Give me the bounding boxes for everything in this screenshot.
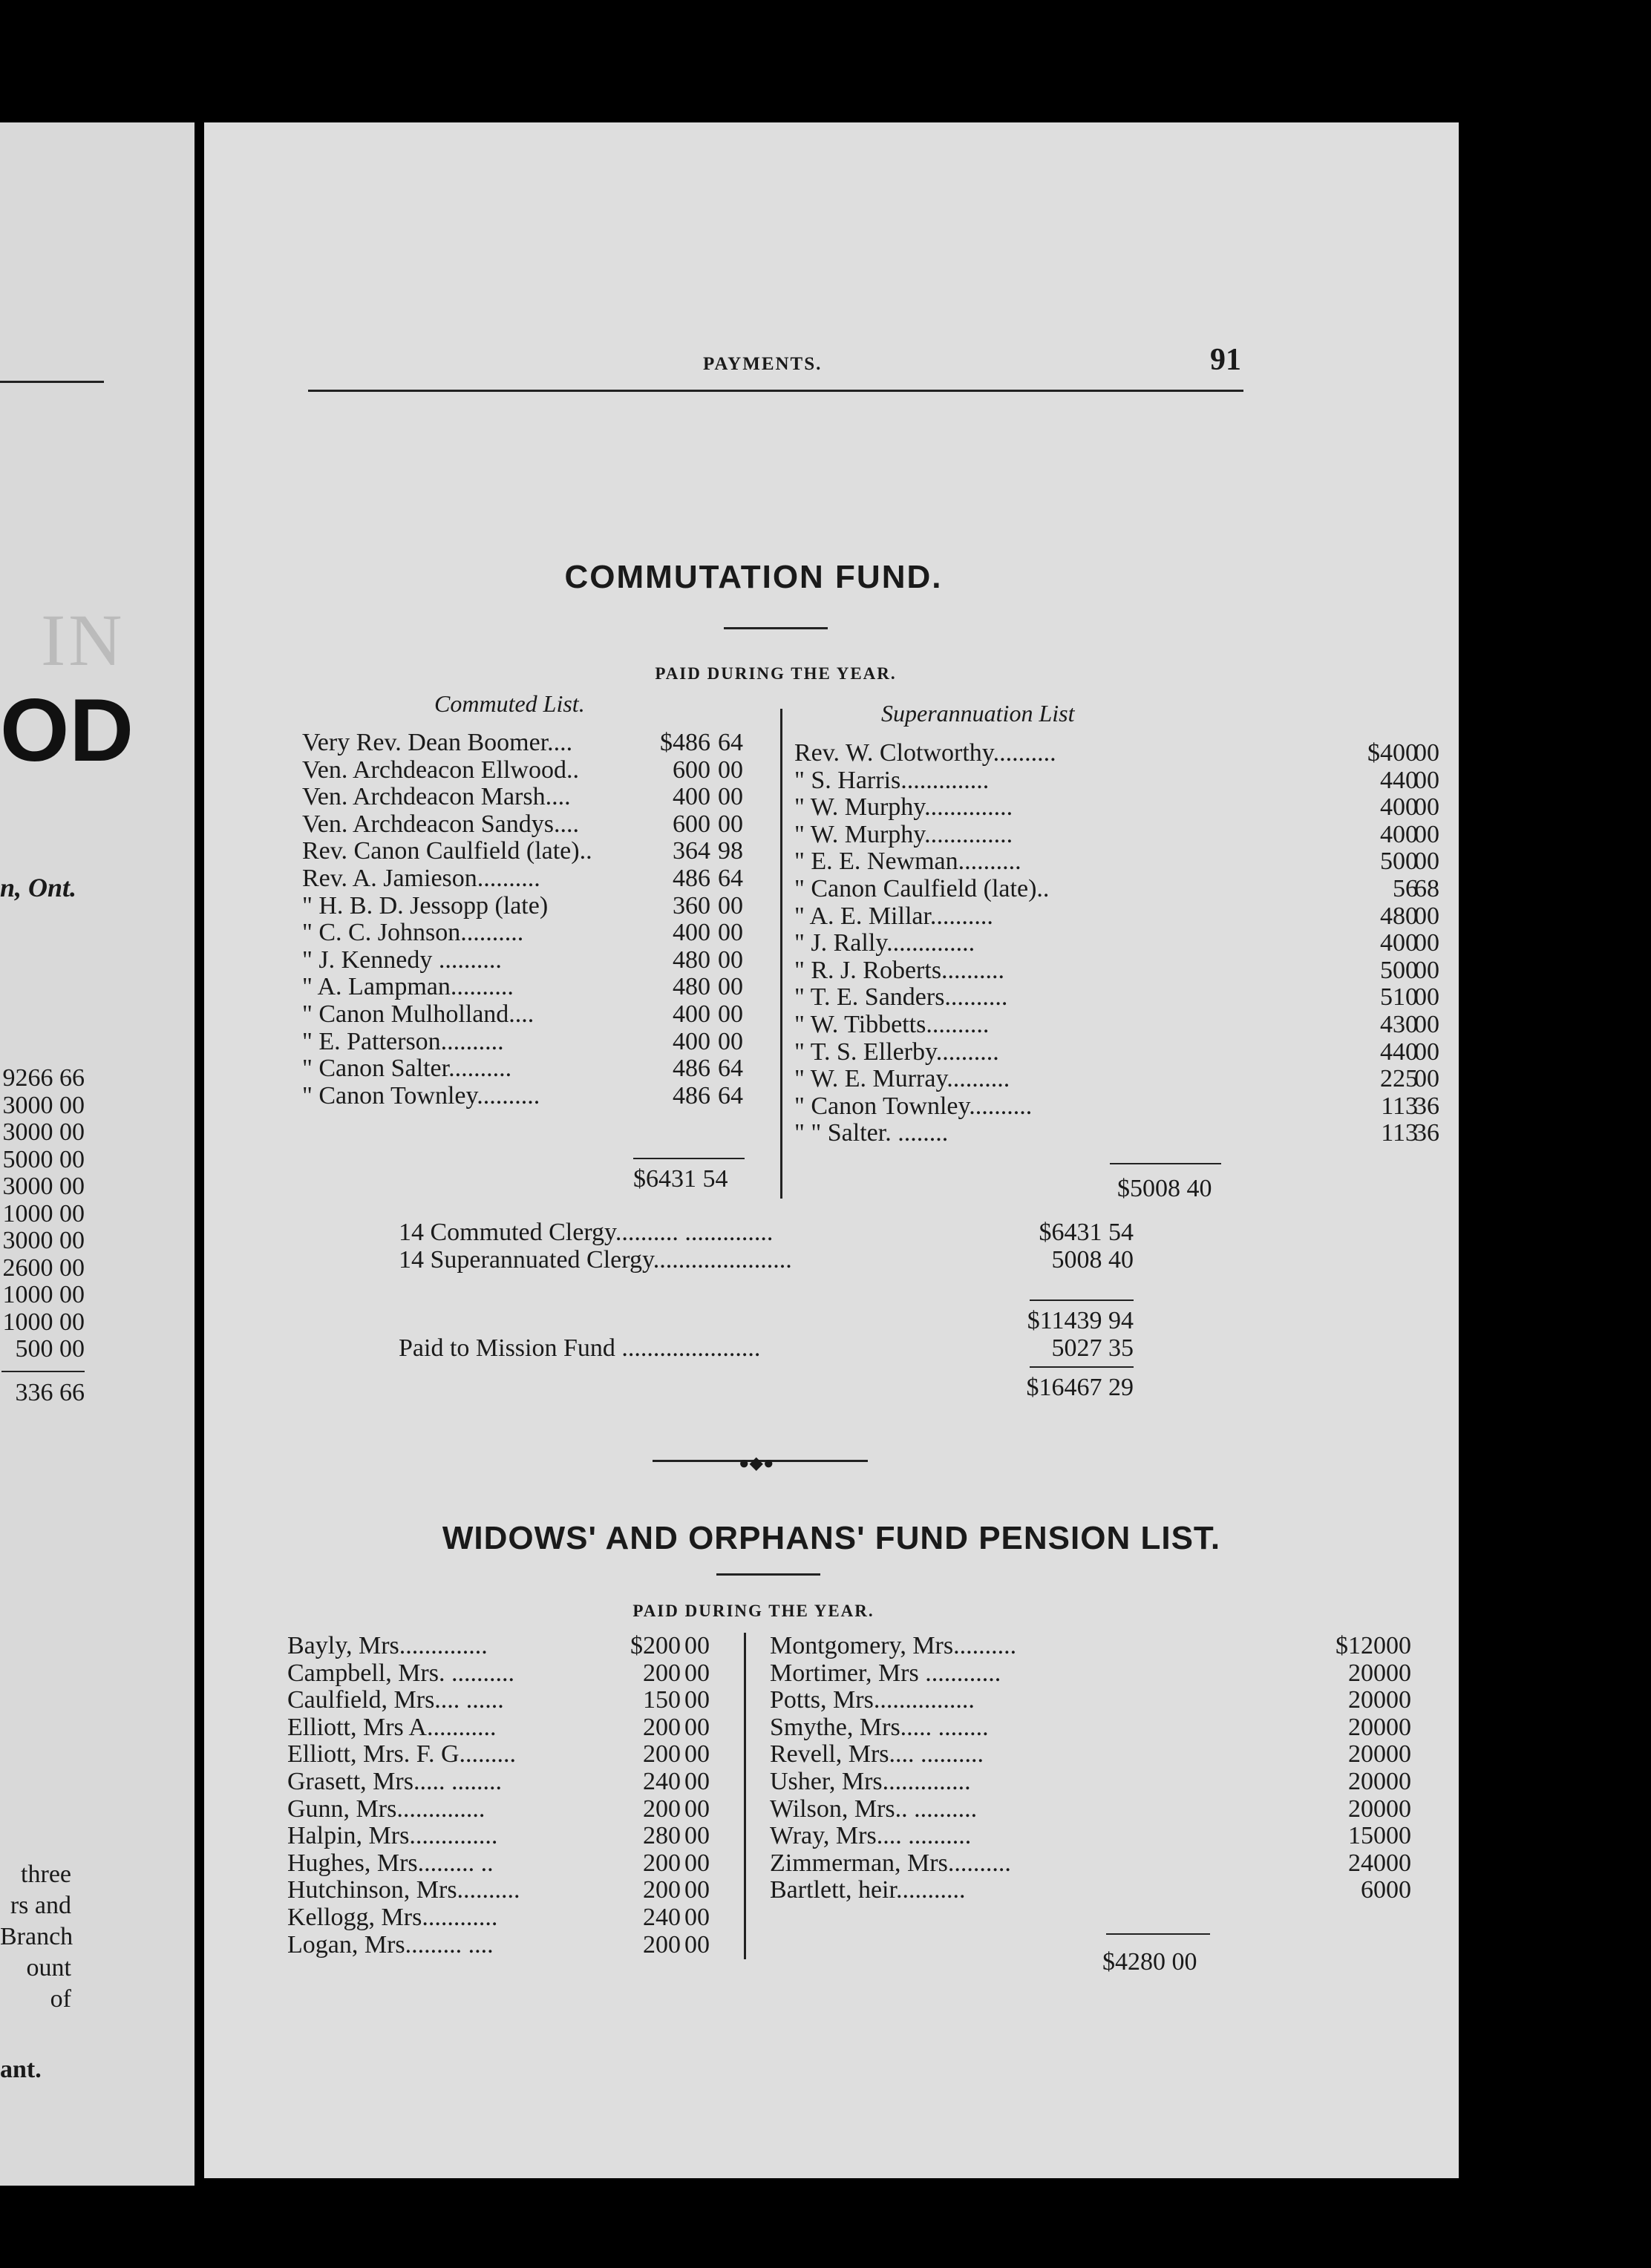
left-big-heading: OD bbox=[0, 681, 134, 780]
entry-cents: 00 bbox=[684, 1849, 710, 1877]
commutation-paid-label: PAID DURING THE YEAR. bbox=[655, 664, 897, 683]
running-title: PAYMENTS. bbox=[703, 354, 823, 374]
left-total: 336 66 bbox=[15, 1378, 85, 1406]
ledger-row bbox=[302, 865, 770, 893]
commutation-summary bbox=[399, 1219, 1178, 1274]
entry-name: " " Salter. ........ bbox=[794, 1119, 949, 1147]
entry-cents: 00 bbox=[684, 1632, 710, 1659]
entry-dollars: 400 bbox=[673, 919, 710, 947]
ledger-row bbox=[302, 920, 770, 947]
entry-name: Usher, Mrs.............. bbox=[770, 1767, 971, 1795]
entry-dollars: 400 bbox=[1380, 793, 1418, 822]
entry-name: " T. E. Sanders.......... bbox=[794, 983, 1008, 1012]
entry-name: Caulfield, Mrs.... ...... bbox=[287, 1686, 504, 1714]
entry-cents: 00 bbox=[1414, 848, 1439, 876]
entry-cents: 00 bbox=[718, 783, 743, 811]
mission-fund-amount: 5027 35 bbox=[1051, 1334, 1134, 1362]
entry-cents: 00 bbox=[1386, 1713, 1411, 1741]
ledger-row bbox=[770, 1714, 1423, 1742]
ledger-row bbox=[302, 1029, 770, 1056]
entry-cents: 00 bbox=[1386, 1795, 1411, 1823]
entry-dollars: 240 bbox=[1348, 1849, 1386, 1877]
entry-dollars: 200 bbox=[643, 1713, 681, 1741]
widows-total: $4280 00 bbox=[1102, 1948, 1197, 1976]
ledger-row bbox=[302, 757, 770, 784]
entry-name: Rev. A. Jamieson.......... bbox=[302, 864, 540, 892]
entry-cents: 36 bbox=[1414, 1092, 1439, 1120]
entry-dollars: 486 bbox=[673, 1055, 710, 1083]
entry-dollars: 200 bbox=[643, 1740, 681, 1769]
entry-dollars: 200 bbox=[643, 1795, 681, 1823]
entry-cents: 00 bbox=[718, 945, 743, 974]
ledger-row bbox=[794, 957, 1448, 985]
ledger-row bbox=[770, 1633, 1423, 1660]
ledger-row bbox=[287, 1769, 748, 1796]
ledger-row bbox=[770, 1877, 1423, 1904]
entry-name: Mortimer, Mrs ............ bbox=[770, 1659, 1001, 1687]
entry-cents: 00 bbox=[1386, 1849, 1411, 1877]
entry-name: Bayly, Mrs.............. bbox=[287, 1632, 488, 1659]
entry-name: Halpin, Mrs.............. bbox=[287, 1822, 498, 1850]
entry-name: " J. Kennedy .......... bbox=[302, 945, 502, 974]
ledger-row bbox=[794, 794, 1448, 822]
entry-dollars: 200 bbox=[643, 1876, 681, 1904]
superannuation-total-rule bbox=[1110, 1163, 1221, 1164]
commuted-total: $6431 54 bbox=[633, 1165, 728, 1193]
widows-column-divider bbox=[744, 1633, 746, 1959]
entry-dollars: 113 bbox=[1381, 1119, 1418, 1147]
entry-cents: 00 bbox=[1414, 902, 1439, 930]
entry-dollars: 480 bbox=[1380, 902, 1418, 930]
entry-cents: 00 bbox=[1414, 766, 1439, 794]
ledger-row bbox=[770, 1660, 1423, 1688]
entry-cents: 00 bbox=[1414, 1065, 1439, 1093]
left-tail-line: ount of bbox=[26, 1954, 71, 2013]
left-ghost-heading: IN bbox=[41, 599, 125, 681]
entry-name: Montgomery, Mrs.......... bbox=[770, 1632, 1017, 1659]
left-tail-line: rs and bbox=[10, 1892, 71, 1919]
entry-name: Wray, Mrs.... .......... bbox=[770, 1822, 972, 1850]
commuted-list bbox=[302, 730, 770, 1110]
entry-name: Smythe, Mrs..... ........ bbox=[770, 1713, 989, 1741]
ledger-row bbox=[302, 893, 770, 920]
widows-total-rule bbox=[1106, 1933, 1210, 1935]
entry-name: Ven. Archdeacon Sandys.... bbox=[302, 810, 579, 838]
entry-dollars: 486 bbox=[673, 864, 710, 892]
ledger-row bbox=[287, 1823, 748, 1850]
entry-cents: 98 bbox=[718, 837, 743, 865]
entry-dollars: 200 bbox=[1348, 1795, 1386, 1823]
left-total-rule bbox=[1, 1371, 85, 1372]
entry-cents: 00 bbox=[718, 919, 743, 947]
entry-name: Elliott, Mrs A........... bbox=[287, 1713, 497, 1741]
entry-cents: 00 bbox=[684, 1876, 710, 1904]
entry-cents: 00 bbox=[1386, 1740, 1411, 1769]
entry-name: " W. Murphy.............. bbox=[794, 820, 1013, 848]
entry-cents: 00 bbox=[718, 810, 743, 838]
ledger-row bbox=[287, 1932, 748, 1959]
entry-name: " W. Tibbetts.......... bbox=[794, 1010, 990, 1038]
entry-cents: 00 bbox=[1414, 983, 1439, 1012]
entry-dollars: 200 bbox=[1348, 1659, 1386, 1687]
summary-rule-1 bbox=[1030, 1299, 1134, 1301]
left-amount: 5000 00 bbox=[2, 1145, 85, 1173]
left-amount: 1000 00 bbox=[2, 1199, 85, 1228]
entry-cents: 00 bbox=[1414, 1038, 1439, 1066]
entry-name: " Canon Townley.......... bbox=[302, 1081, 540, 1110]
entry-cents: 00 bbox=[718, 973, 743, 1001]
entry-name: Logan, Mrs......... .... bbox=[287, 1930, 494, 1959]
ornament-diamonds: ●◆● bbox=[739, 1454, 774, 1473]
left-tail-line: Branch bbox=[0, 1923, 73, 1950]
entry-name: " S. Harris.............. bbox=[794, 766, 990, 794]
left-amount: 1000 00 bbox=[2, 1308, 85, 1336]
entry-cents: 00 bbox=[1414, 1010, 1439, 1038]
ledger-row bbox=[302, 730, 770, 757]
ledger-row bbox=[794, 876, 1448, 903]
entry-name: Gunn, Mrs.............. bbox=[287, 1795, 486, 1823]
ledger-row bbox=[794, 822, 1448, 849]
page-number: 91 bbox=[1210, 343, 1241, 377]
summary-row bbox=[399, 1219, 1178, 1247]
entry-dollars: 200 bbox=[643, 1659, 681, 1687]
entry-dollars: 500 bbox=[1380, 956, 1418, 984]
entry-dollars: 56 bbox=[1393, 874, 1418, 902]
widows-title-underline bbox=[716, 1573, 820, 1576]
entry-cents: 36 bbox=[1414, 1119, 1439, 1147]
ledger-row bbox=[794, 1012, 1448, 1039]
entry-name: " Canon Caulfield (late).. bbox=[794, 874, 1050, 902]
ledger-row bbox=[302, 838, 770, 865]
left-header-rule bbox=[0, 381, 104, 383]
left-amount: 3000 00 bbox=[2, 1227, 85, 1254]
summary-label: 14 Superannuated Clergy...................... bbox=[399, 1245, 792, 1274]
entry-cents: 68 bbox=[1414, 874, 1439, 902]
widows-title: WIDOWS' AND ORPHANS' FUND PENSION LIST. bbox=[442, 1520, 1221, 1556]
ledger-row bbox=[794, 1120, 1448, 1147]
widows-paid-label: PAID DURING THE YEAR. bbox=[632, 1602, 874, 1620]
left-amount: 3000 00 bbox=[2, 1091, 85, 1119]
entry-dollars: 200 bbox=[1348, 1713, 1386, 1741]
left-last-word: ant. bbox=[0, 2056, 42, 2083]
header-rule bbox=[308, 390, 1243, 392]
entry-name: Rev. W. Clotworthy.......... bbox=[794, 739, 1056, 767]
main-page bbox=[204, 122, 1459, 2178]
entry-name: Potts, Mrs................ bbox=[770, 1686, 975, 1714]
entry-name: " C. C. Johnson.......... bbox=[302, 919, 524, 947]
entry-cents: 00 bbox=[1414, 929, 1439, 957]
ledger-row bbox=[794, 984, 1448, 1012]
entry-dollars: 364 bbox=[673, 837, 710, 865]
ledger-row bbox=[794, 1066, 1448, 1093]
widows-list-left bbox=[287, 1633, 748, 1959]
ledger-row bbox=[287, 1877, 748, 1904]
entry-dollars: 150 bbox=[643, 1686, 681, 1714]
left-amount: 1000 00 bbox=[2, 1281, 85, 1308]
grand-total: $16467 29 bbox=[1026, 1374, 1134, 1401]
ledger-row bbox=[302, 784, 770, 811]
entry-dollars: 113 bbox=[1381, 1092, 1418, 1120]
entry-name: Elliott, Mrs. F. G......... bbox=[287, 1740, 517, 1769]
left-amount: 2600 00 bbox=[2, 1253, 85, 1282]
entry-dollars: 600 bbox=[673, 810, 710, 838]
left-amount-column bbox=[0, 1065, 85, 1406]
ledger-row bbox=[794, 1093, 1448, 1121]
entry-dollars: 225 bbox=[1380, 1065, 1418, 1093]
ledger-row bbox=[302, 1001, 770, 1029]
entry-cents: 00 bbox=[684, 1822, 710, 1850]
widows-list-right bbox=[770, 1633, 1423, 1904]
entry-dollars: 200 bbox=[1348, 1767, 1386, 1795]
entry-name: " E. Patterson.......... bbox=[302, 1027, 504, 1055]
entry-cents: 00 bbox=[684, 1795, 710, 1823]
entry-name: Wilson, Mrs.. .......... bbox=[770, 1795, 978, 1823]
entry-dollars: 200 bbox=[1348, 1740, 1386, 1769]
entry-name: " Canon Mulholland.... bbox=[302, 1000, 534, 1028]
entry-name: Campbell, Mrs. .......... bbox=[287, 1659, 514, 1687]
entry-dollars: 360 bbox=[673, 891, 710, 920]
entry-dollars: $400 bbox=[1367, 739, 1418, 767]
entry-cents: 00 bbox=[1386, 1632, 1411, 1659]
ledger-row bbox=[770, 1823, 1423, 1850]
entry-name: " W. Murphy.............. bbox=[794, 793, 1013, 822]
summary-label: 14 Commuted Clergy.......... .............. bbox=[399, 1219, 774, 1246]
entry-cents: 64 bbox=[718, 729, 743, 756]
left-amount: 3000 00 bbox=[2, 1118, 85, 1146]
summary-rule-2 bbox=[1030, 1366, 1134, 1368]
entry-dollars: 240 bbox=[643, 1903, 681, 1931]
ledger-row bbox=[770, 1769, 1423, 1796]
entry-cents: 00 bbox=[684, 1930, 710, 1959]
entry-name: Hughes, Mrs......... .. bbox=[287, 1849, 494, 1877]
ledger-row bbox=[302, 1055, 770, 1083]
entry-cents: 00 bbox=[1414, 956, 1439, 984]
ledger-row bbox=[794, 930, 1448, 957]
entry-dollars: 200 bbox=[1348, 1686, 1386, 1714]
entry-dollars: 486 bbox=[673, 1081, 710, 1110]
summary-subtotal: $11439 94 bbox=[1027, 1307, 1134, 1334]
superannuation-list-heading: Superannuation List bbox=[881, 700, 1075, 727]
entry-name: Zimmerman, Mrs.......... bbox=[770, 1849, 1011, 1877]
entry-name: " T. S. Ellerby.......... bbox=[794, 1038, 999, 1066]
entry-name: " Canon Townley.......... bbox=[794, 1092, 1033, 1120]
left-tail-line: three bbox=[21, 1861, 71, 1888]
ledger-row bbox=[287, 1850, 748, 1878]
summary-amount: 5008 40 bbox=[1051, 1245, 1134, 1274]
entry-name: " A. E. Millar.......... bbox=[794, 902, 993, 930]
entry-cents: 00 bbox=[718, 1000, 743, 1028]
ledger-row bbox=[302, 1083, 770, 1110]
entry-cents: 00 bbox=[1386, 1822, 1411, 1850]
entry-cents: 00 bbox=[1386, 1876, 1411, 1904]
entry-dollars: $200 bbox=[630, 1632, 681, 1659]
ledger-row bbox=[794, 1039, 1448, 1066]
ledger-row bbox=[287, 1796, 748, 1823]
entry-cents: 00 bbox=[684, 1713, 710, 1741]
entry-dollars: 400 bbox=[673, 783, 710, 811]
entry-cents: 00 bbox=[1414, 793, 1439, 822]
ledger-row bbox=[770, 1850, 1423, 1878]
entry-cents: 00 bbox=[684, 1903, 710, 1931]
mission-fund-label: Paid to Mission Fund ...................... bbox=[399, 1334, 761, 1362]
entry-name: " R. J. Roberts.......... bbox=[794, 956, 1005, 984]
entry-cents: 00 bbox=[1386, 1686, 1411, 1714]
entry-dollars: 60 bbox=[1361, 1876, 1386, 1904]
superannuation-total: $5008 40 bbox=[1117, 1175, 1212, 1202]
entry-cents: 00 bbox=[718, 756, 743, 784]
ledger-row bbox=[794, 767, 1448, 795]
ledger-row bbox=[794, 848, 1448, 876]
entry-dollars: 280 bbox=[643, 1822, 681, 1850]
entry-dollars: 440 bbox=[1380, 766, 1418, 794]
entry-cents: 00 bbox=[684, 1659, 710, 1687]
ledger-row bbox=[287, 1714, 748, 1742]
entry-dollars: 600 bbox=[673, 756, 710, 784]
left-tail-text bbox=[0, 1859, 71, 2015]
entry-dollars: $486 bbox=[660, 729, 710, 756]
ledger-row bbox=[287, 1741, 748, 1769]
entry-cents: 64 bbox=[718, 1055, 743, 1083]
left-subtitle: n, Ont. bbox=[0, 873, 77, 902]
ledger-row bbox=[770, 1796, 1423, 1823]
entry-dollars: 200 bbox=[643, 1849, 681, 1877]
entry-name: Kellogg, Mrs............ bbox=[287, 1903, 498, 1931]
entry-dollars: 400 bbox=[673, 1000, 710, 1028]
entry-name: Revell, Mrs.... .......... bbox=[770, 1740, 984, 1769]
entry-dollars: $120 bbox=[1335, 1632, 1386, 1659]
ledger-row bbox=[770, 1741, 1423, 1769]
entry-cents: 00 bbox=[1414, 820, 1439, 848]
ledger-row bbox=[770, 1687, 1423, 1714]
entry-name: Hutchinson, Mrs.......... bbox=[287, 1876, 520, 1904]
commuted-list-heading: Commuted List. bbox=[434, 690, 585, 717]
summary-amount: $6431 54 bbox=[1039, 1219, 1134, 1246]
entry-dollars: 480 bbox=[673, 973, 710, 1001]
entry-cents: 64 bbox=[718, 1081, 743, 1110]
entry-dollars: 510 bbox=[1380, 983, 1418, 1012]
left-amount: 3000 00 bbox=[2, 1173, 85, 1200]
entry-name: " W. E. Murray.......... bbox=[794, 1065, 1010, 1093]
ledger-row bbox=[302, 974, 770, 1001]
entry-cents: 00 bbox=[1386, 1767, 1411, 1795]
commutation-title: COMMUTATION FUND. bbox=[564, 559, 943, 595]
entry-cents: 00 bbox=[684, 1767, 710, 1795]
entry-name: Ven. Archdeacon Ellwood.. bbox=[302, 756, 579, 784]
entry-name: " E. E. Newman.......... bbox=[794, 848, 1021, 876]
entry-name: Grasett, Mrs..... ........ bbox=[287, 1767, 502, 1795]
entry-dollars: 240 bbox=[643, 1767, 681, 1795]
entry-cents: 00 bbox=[1386, 1659, 1411, 1687]
entry-name: Rev. Canon Caulfield (late).. bbox=[302, 837, 592, 865]
ledger-row bbox=[287, 1687, 748, 1714]
entry-cents: 00 bbox=[684, 1686, 710, 1714]
entry-dollars: 400 bbox=[673, 1027, 710, 1055]
entry-cents: 00 bbox=[684, 1740, 710, 1769]
ledger-row bbox=[287, 1904, 748, 1932]
superannuation-list bbox=[794, 740, 1448, 1147]
ledger-row bbox=[287, 1660, 748, 1688]
entry-name: " H. B. D. Jessopp (late) bbox=[302, 891, 549, 920]
entry-name: Ven. Archdeacon Marsh.... bbox=[302, 783, 571, 811]
ledger-row bbox=[794, 903, 1448, 931]
entry-dollars: 400 bbox=[1380, 820, 1418, 848]
entry-name: Very Rev. Dean Boomer.... bbox=[302, 729, 573, 756]
left-amount: 500 00 bbox=[15, 1335, 85, 1363]
entry-dollars: 440 bbox=[1380, 1038, 1418, 1066]
entry-name: Bartlett, heir........... bbox=[770, 1876, 966, 1904]
ledger-row bbox=[794, 740, 1448, 767]
entry-name: " Canon Salter.......... bbox=[302, 1055, 512, 1083]
left-page-fragment bbox=[0, 122, 194, 2186]
entry-dollars: 150 bbox=[1348, 1822, 1386, 1850]
entry-dollars: 430 bbox=[1380, 1010, 1418, 1038]
title-underline bbox=[724, 627, 828, 629]
entry-dollars: 500 bbox=[1380, 848, 1418, 876]
entry-cents: 00 bbox=[718, 891, 743, 920]
entry-name: " J. Rally.............. bbox=[794, 929, 975, 957]
summary-row bbox=[399, 1247, 1178, 1274]
entry-name: " A. Lampman.......... bbox=[302, 973, 514, 1001]
ledger-row bbox=[302, 947, 770, 974]
entry-dollars: 400 bbox=[1380, 929, 1418, 957]
entry-cents: 00 bbox=[1414, 739, 1439, 767]
commuted-total-rule bbox=[633, 1158, 745, 1159]
left-amount: 9266 66 bbox=[2, 1064, 85, 1092]
entry-cents: 64 bbox=[718, 864, 743, 892]
ledger-row bbox=[302, 811, 770, 839]
entry-dollars: 200 bbox=[643, 1930, 681, 1959]
entry-cents: 00 bbox=[718, 1027, 743, 1055]
ledger-row bbox=[287, 1633, 748, 1660]
column-divider bbox=[780, 709, 782, 1199]
entry-dollars: 480 bbox=[673, 945, 710, 974]
